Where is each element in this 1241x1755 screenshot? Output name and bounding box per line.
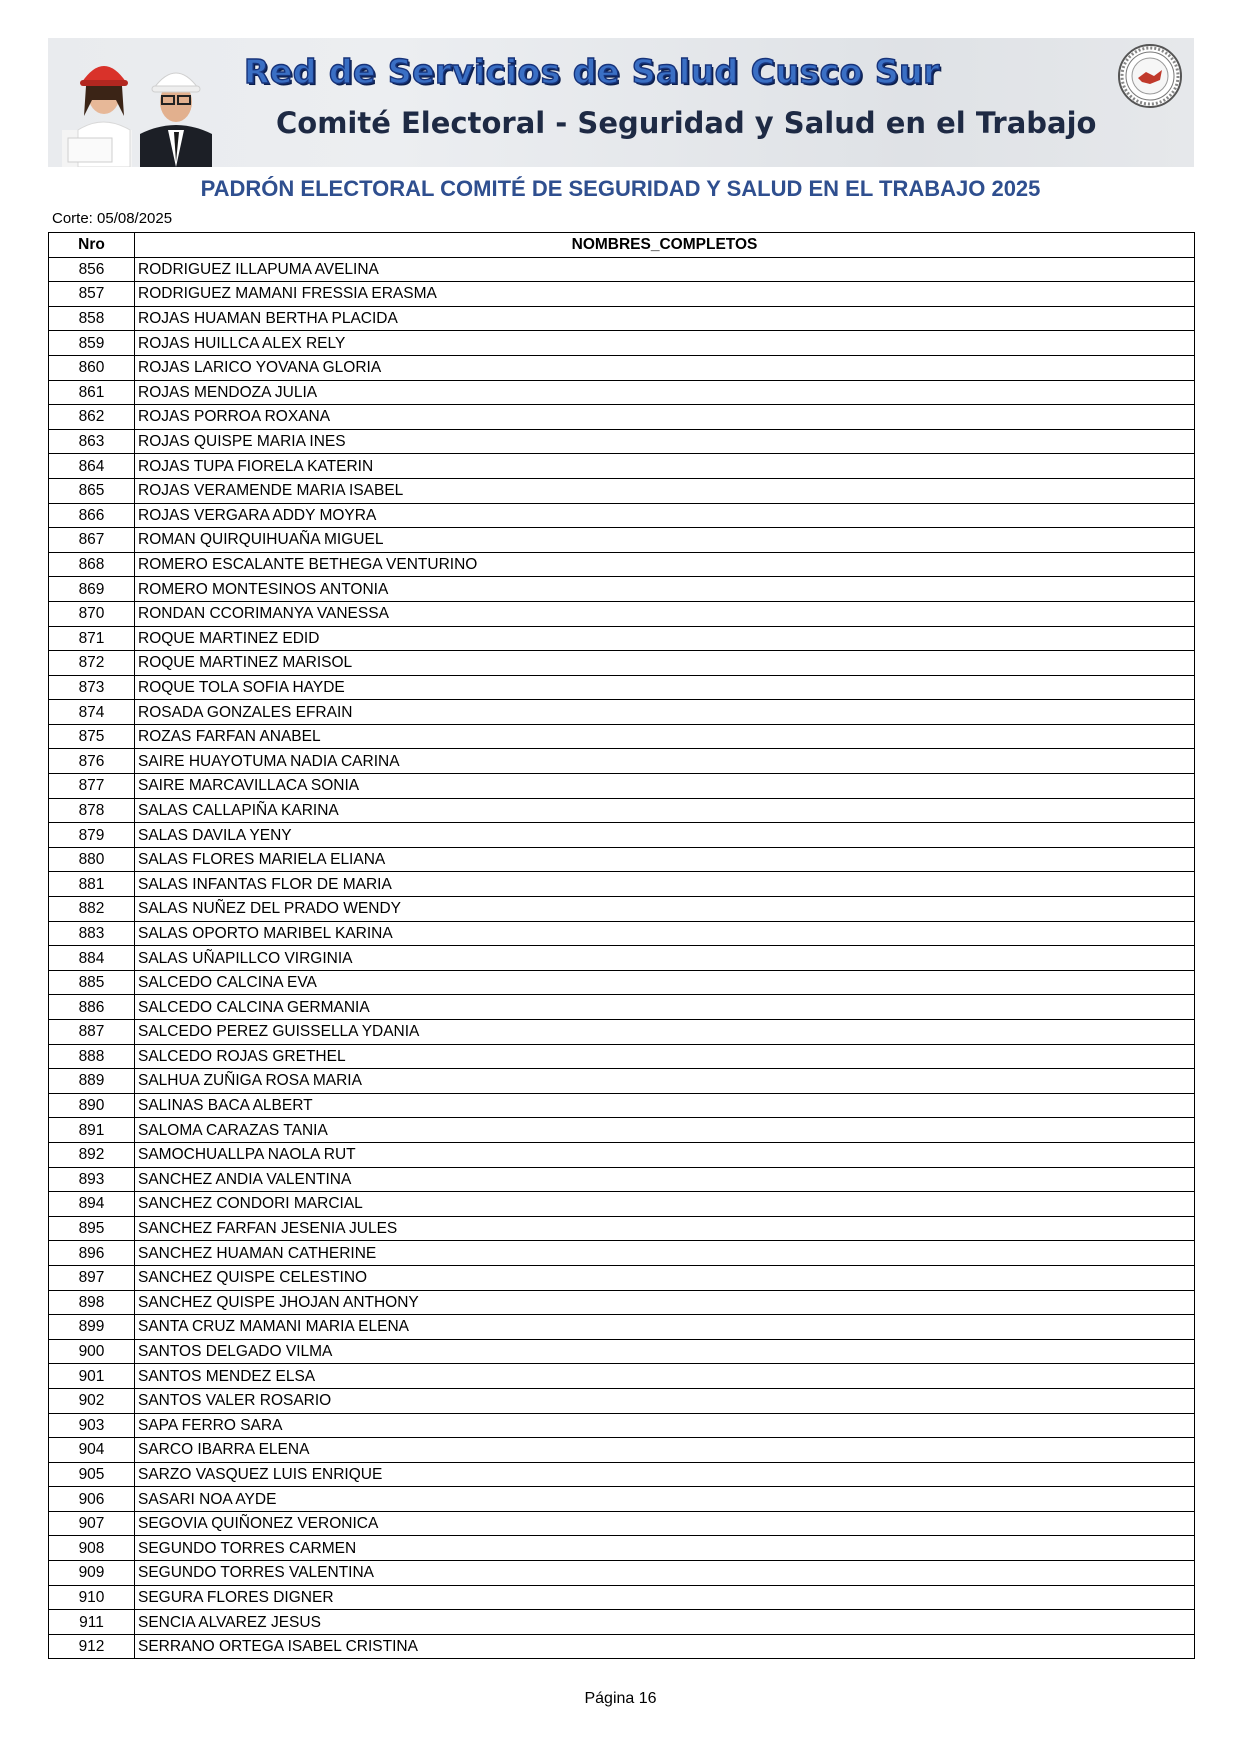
table-row [49,872,1195,897]
full-name: RODRIGUEZ ILLAPUMA AVELINA [135,257,1195,282]
full-name: SANTA CRUZ MAMANI MARIA ELENA [135,1315,1195,1340]
full-name: SALOMA CARAZAS TANIA [135,1118,1195,1143]
full-name: SAIRE HUAYOTUMA NADIA CARINA [135,749,1195,774]
table-row [49,970,1195,995]
row-number: 882 [49,897,135,922]
table-row [49,380,1195,405]
row-number: 905 [49,1462,135,1487]
table-row [49,552,1195,577]
table-row [49,1511,1195,1536]
full-name: ROJAS LARICO YOVANA GLORIA [135,355,1195,380]
network-name: Red de Servicios de Salud Cusco Sur [244,52,940,91]
table-row [49,601,1195,626]
full-name: ROJAS MENDOZA JULIA [135,380,1195,405]
full-name: ROJAS PORROA ROXANA [135,405,1195,430]
row-number: 877 [49,774,135,799]
table-row [49,1241,1195,1266]
table-row [49,1167,1195,1192]
row-number: 881 [49,872,135,897]
safety-workers-illustration [48,38,233,167]
row-number: 872 [49,651,135,676]
table-row [49,995,1195,1020]
full-name: ROJAS HUILLCA ALEX RELY [135,331,1195,356]
row-number: 861 [49,380,135,405]
row-number: 858 [49,306,135,331]
full-name: SANTOS MENDEZ ELSA [135,1364,1195,1389]
full-name: SARZO VASQUEZ LUIS ENRIQUE [135,1462,1195,1487]
table-row [49,1339,1195,1364]
full-name: SAPA FERRO SARA [135,1413,1195,1438]
row-number: 862 [49,405,135,430]
table-row [49,257,1195,282]
row-number: 880 [49,847,135,872]
table-row [49,774,1195,799]
full-name: SAIRE MARCAVILLACA SONIA [135,774,1195,799]
table-row [49,749,1195,774]
row-number: 891 [49,1118,135,1143]
full-name: SEGOVIA QUIÑONEZ VERONICA [135,1511,1195,1536]
table-row [49,355,1195,380]
table-row [49,1561,1195,1586]
full-name: SAMOCHUALLPA NAOLA RUT [135,1142,1195,1167]
row-number: 866 [49,503,135,528]
row-number: 857 [49,282,135,307]
table-row [49,847,1195,872]
full-name: SANCHEZ QUISPE JHOJAN ANTHONY [135,1290,1195,1315]
full-name: ROJAS QUISPE MARIA INES [135,429,1195,454]
table-row [49,1388,1195,1413]
table-row [49,921,1195,946]
full-name: SALCEDO ROJAS GRETHEL [135,1044,1195,1069]
row-number: 898 [49,1290,135,1315]
table-row [49,1192,1195,1217]
table-row [49,1536,1195,1561]
full-name: SANCHEZ FARFAN JESENIA JULES [135,1216,1195,1241]
full-name: SALCEDO CALCINA GERMANIA [135,995,1195,1020]
row-number: 888 [49,1044,135,1069]
row-number: 867 [49,528,135,553]
table-row [49,1462,1195,1487]
row-number: 904 [49,1438,135,1463]
institution-seal-icon [1116,42,1184,110]
table-row [49,1585,1195,1610]
row-number: 909 [49,1561,135,1586]
row-number: 887 [49,1020,135,1045]
table-row [49,946,1195,971]
full-name: SALAS OPORTO MARIBEL KARINA [135,921,1195,946]
table-row [49,282,1195,307]
full-name: SALINAS BACA ALBERT [135,1093,1195,1118]
table-row [49,331,1195,356]
full-name: SALAS INFANTAS FLOR DE MARIA [135,872,1195,897]
document-title: PADRÓN ELECTORAL COMITÉ DE SEGURIDAD Y SALUD EN EL TRABAJO 2025 [200,176,1041,201]
row-number: 889 [49,1069,135,1094]
full-name: SANCHEZ HUAMAN CATHERINE [135,1241,1195,1266]
row-number: 873 [49,675,135,700]
full-name: ROJAS TUPA FIORELA KATERIN [135,454,1195,479]
full-name: SALAS NUÑEZ DEL PRADO WENDY [135,897,1195,922]
row-number: 871 [49,626,135,651]
row-number: 870 [49,601,135,626]
full-name: SEGURA FLORES DIGNER [135,1585,1195,1610]
full-name: SALAS DAVILA YENY [135,823,1195,848]
full-name: SERRANO ORTEGA ISABEL CRISTINA [135,1634,1195,1659]
table-row [49,823,1195,848]
table-row [49,1020,1195,1045]
full-name: ROJAS HUAMAN BERTHA PLACIDA [135,306,1195,331]
row-number: 906 [49,1487,135,1512]
table-row [49,478,1195,503]
full-name: SALCEDO CALCINA EVA [135,970,1195,995]
row-number: 859 [49,331,135,356]
full-name: SARCO IBARRA ELENA [135,1438,1195,1463]
cutoff-date: Corte: 05/08/2025 [52,210,173,227]
table-row [49,1290,1195,1315]
full-name: ROMERO MONTESINOS ANTONIA [135,577,1195,602]
full-name: ROZAS FARFAN ANABEL [135,724,1195,749]
table-row [49,1044,1195,1069]
full-name: SENCIA ALVAREZ JESUS [135,1610,1195,1635]
row-number: 912 [49,1634,135,1659]
page-number: Página 16 [584,1690,657,1707]
full-name: RODRIGUEZ MAMANI FRESSIA ERASMA [135,282,1195,307]
table-row [49,1364,1195,1389]
table-row [49,700,1195,725]
row-number: 885 [49,970,135,995]
full-name: ROJAS VERAMENDE MARIA ISABEL [135,478,1195,503]
row-number: 903 [49,1413,135,1438]
row-number: 893 [49,1167,135,1192]
full-name: SEGUNDO TORRES CARMEN [135,1536,1195,1561]
table-row [49,1413,1195,1438]
row-number: 896 [49,1241,135,1266]
table-row [49,626,1195,651]
table-row [49,1610,1195,1635]
table-row [49,405,1195,430]
row-number: 884 [49,946,135,971]
row-number: 894 [49,1192,135,1217]
table-row [49,1069,1195,1094]
header-banner [48,38,1194,167]
row-number: 908 [49,1536,135,1561]
full-name: SANTOS VALER ROSARIO [135,1388,1195,1413]
full-name: SANCHEZ QUISPE CELESTINO [135,1265,1195,1290]
full-name: ROMERO ESCALANTE BETHEGA VENTURINO [135,552,1195,577]
row-number: 901 [49,1364,135,1389]
full-name: ROMAN QUIRQUIHUAÑA MIGUEL [135,528,1195,553]
table-row [49,724,1195,749]
full-name: SALAS CALLAPIÑA KARINA [135,798,1195,823]
table-row [49,503,1195,528]
row-number: 865 [49,478,135,503]
table-row [49,651,1195,676]
row-number: 878 [49,798,135,823]
row-number: 876 [49,749,135,774]
row-number: 897 [49,1265,135,1290]
table-body [49,257,1195,1659]
row-number: 892 [49,1142,135,1167]
row-number: 886 [49,995,135,1020]
row-number: 864 [49,454,135,479]
full-name: SALCEDO PEREZ GUISSELLA YDANIA [135,1020,1195,1045]
full-name: SALHUA ZUÑIGA ROSA MARIA [135,1069,1195,1094]
full-name: SANCHEZ ANDIA VALENTINA [135,1167,1195,1192]
row-number: 863 [49,429,135,454]
full-name: RONDAN CCORIMANYA VANESSA [135,601,1195,626]
row-number: 879 [49,823,135,848]
row-number: 860 [49,355,135,380]
table-header-row [49,233,1195,258]
row-number: 875 [49,724,135,749]
table-row [49,577,1195,602]
row-number: 911 [49,1610,135,1635]
full-name: ROQUE TOLA SOFIA HAYDE [135,675,1195,700]
table-row [49,1438,1195,1463]
full-name: SALAS FLORES MARIELA ELIANA [135,847,1195,872]
row-number: 902 [49,1388,135,1413]
row-number: 910 [49,1585,135,1610]
table-row [49,1142,1195,1167]
full-name: SEGUNDO TORRES VALENTINA [135,1561,1195,1586]
full-name: SASARI NOA AYDE [135,1487,1195,1512]
table-row [49,1315,1195,1340]
table-row [49,1118,1195,1143]
table-row [49,528,1195,553]
table-row [49,1487,1195,1512]
row-number: 890 [49,1093,135,1118]
full-name: ROJAS VERGARA ADDY MOYRA [135,503,1195,528]
row-number: 868 [49,552,135,577]
table-row [49,675,1195,700]
full-name: ROQUE MARTINEZ MARISOL [135,651,1195,676]
committee-subtitle: Comité Electoral - Seguridad y Salud en el Trabajo [276,106,1097,140]
table-row [49,1265,1195,1290]
row-number: 883 [49,921,135,946]
full-name: ROSADA GONZALES EFRAIN [135,700,1195,725]
row-number: 869 [49,577,135,602]
table-row [49,454,1195,479]
row-number: 874 [49,700,135,725]
table-row [49,429,1195,454]
row-number: 907 [49,1511,135,1536]
full-name: ROQUE MARTINEZ EDID [135,626,1195,651]
table-row [49,1093,1195,1118]
electoral-roll-table [48,232,1195,1659]
table-row [49,798,1195,823]
full-name: SANCHEZ CONDORI MARCIAL [135,1192,1195,1217]
full-name: SANTOS DELGADO VILMA [135,1339,1195,1364]
table-row [49,1634,1195,1659]
table-row [49,1216,1195,1241]
row-number: 856 [49,257,135,282]
table-row [49,897,1195,922]
row-number: 900 [49,1339,135,1364]
row-number: 899 [49,1315,135,1340]
row-number: 895 [49,1216,135,1241]
table-row [49,306,1195,331]
header-nro: Nro [49,233,135,258]
full-name: SALAS UÑAPILLCO VIRGINIA [135,946,1195,971]
header-nombres: NOMBRES_COMPLETOS [135,233,1195,258]
